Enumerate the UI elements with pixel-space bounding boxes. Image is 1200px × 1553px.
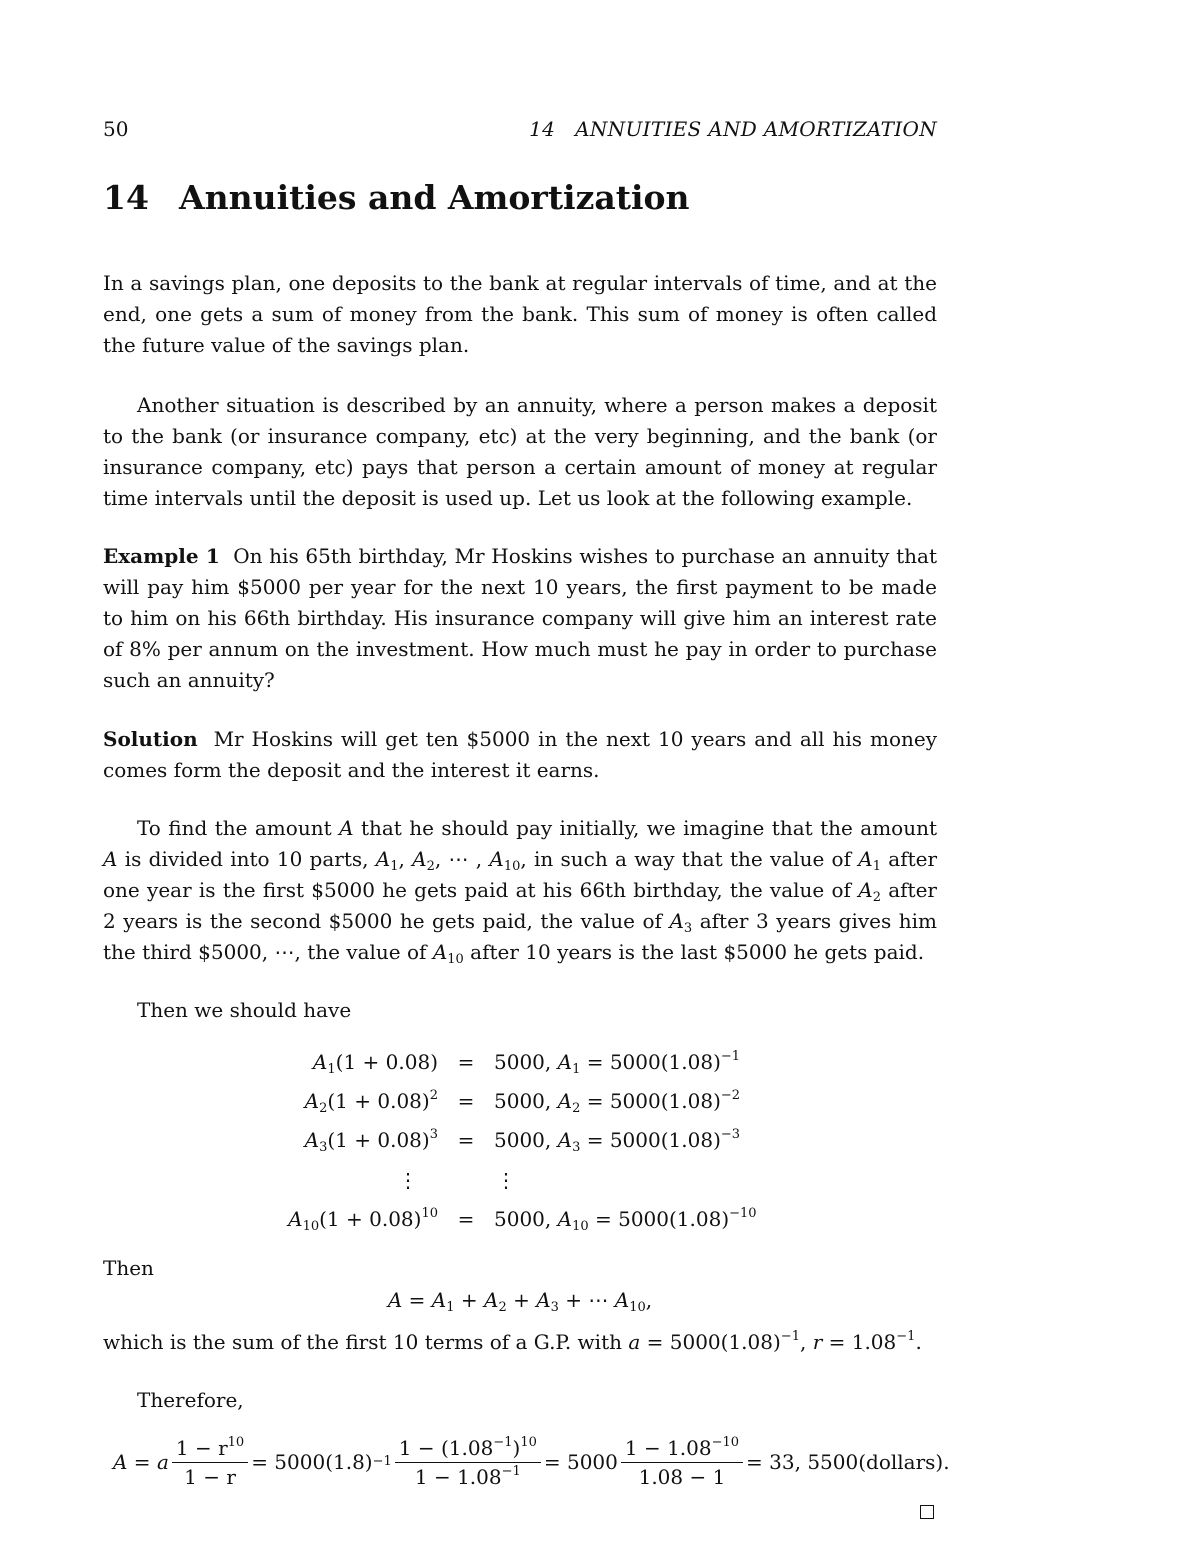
section-number: 14 (103, 178, 149, 217)
solution-text: Mr Hoskins will get ten $5000 in the next 10 years and all his money comes form the deposit and the interest it earns. (103, 727, 938, 782)
sum-equation: $A = A_1 + A_2 + A_3$ + ⋯ $A_{10}$, (387, 1288, 653, 1315)
equation-row: $A_{10}(1 + 0.08)^{10}$ = 5000, $A_{10} = 5000(1.08)^{-10}$ (288, 1206, 757, 1234)
example-text: On his 65th birthday, Mr Hoskins wishes to purchase an annuity that will pay him $5000 per year for the next 10 years, the first payment to be made to him on his 66th birthday. His insurance company will give him an interest rate of 8% per annum on the investment. How much must he pay in order to purchase such an annuity? (103, 544, 937, 692)
section-heading (103, 178, 690, 217)
therefore-label: Therefore, (137, 1388, 244, 1412)
paragraph-annuity-text: Another situation is described by an annuity, where a person makes a deposit to the bank (or insurance company, etc) at the very beginning, and the bank (or insurance company, etc) pays that person a certain amount of money at regular time intervals until the deposit is used up. Let us look at the following example. (103, 393, 937, 510)
paragraph-savings-plan: In a savings plan, one deposits to the bank at regular intervals of time, and at the end, one gets a sum of money from the bank. This sum of money is often called the future value of the savings plan. (103, 271, 937, 357)
equation-row: $A_2(1 + 0.08)^2$ = 5000, $A_2 = 5000(1.08)^{-2}$ (304, 1088, 741, 1116)
fraction-substituted: $\frac{1 - (1.08^{-1})^{10}}{1 - 1.08^{-1}}$ (395, 1436, 541, 1489)
then-label: Then (103, 1256, 154, 1280)
solution-label: Solution (103, 727, 198, 751)
paragraph-annuity (103, 390, 937, 514)
paragraph-partition: To find the amount A that he should pay initially, we imagine that the amount A is divided into 10 parts, $A_1$, $A_2$, ⋯ , $A_{10}$, in such a way that the value of $A_1$ after one year is the first $5000 he gets paid at his 66th birthday, the value of $A_2$ after 2 years is the second $5000 he gets paid, the value of $A_3$ after 3 years gives him the third $5000, ⋯, the value of $A_{10}$ after 10 years is the last $5000 he gets paid. (103, 816, 938, 967)
equation-array (230, 1043, 757, 1239)
equation-row: $A_1(1 + 0.08)$ = 5000, $A_1 = 5000(1.08)^{-1}$ (312, 1049, 741, 1077)
example-1 (103, 541, 937, 696)
section-title: Annuities and Amortization (179, 178, 690, 217)
equation-vdots-row: ⋮ ⋮ (398, 1168, 516, 1192)
qed-square-icon (920, 1505, 934, 1519)
final-equation: A = a $\frac{1 - r^{10}}{1 - r}$ = 5000(1.8) −1 $\frac{1 - (1.08^{-1})^{10}}{1 - 1.08^{-1}}$ = 5000 $\frac{1 - 1.08^{-10}}{1.08 - 1}$ = 33, 5500(dollars). (113, 1434, 950, 1489)
running-title: 14 ANNUITIES AND AMORTIZATION (529, 117, 937, 141)
fraction-geometric: $\frac{1 - r^{10}}{1 - r}$ (172, 1436, 248, 1489)
final-result: = 33, 5500(dollars). (746, 1450, 950, 1474)
gp-sentence: which is the sum of the first 10 terms of a G.P. with $a = 5000(1.08)^{-1}$, $r = 1.08^{-1}$. (103, 1329, 922, 1354)
example-label: Example 1 (103, 544, 220, 568)
fraction-simplified: $\frac{1 - 1.08^{-10}}{1.08 - 1}$ (621, 1436, 743, 1489)
solution (103, 724, 937, 786)
page-number: 50 (103, 117, 129, 141)
equation-row: $A_3(1 + 0.08)^3$ = 5000, $A_3 = 5000(1.08)^{-3}$ (304, 1127, 741, 1155)
then-we-should-have: Then we should have (137, 998, 352, 1022)
running-header (103, 117, 937, 143)
